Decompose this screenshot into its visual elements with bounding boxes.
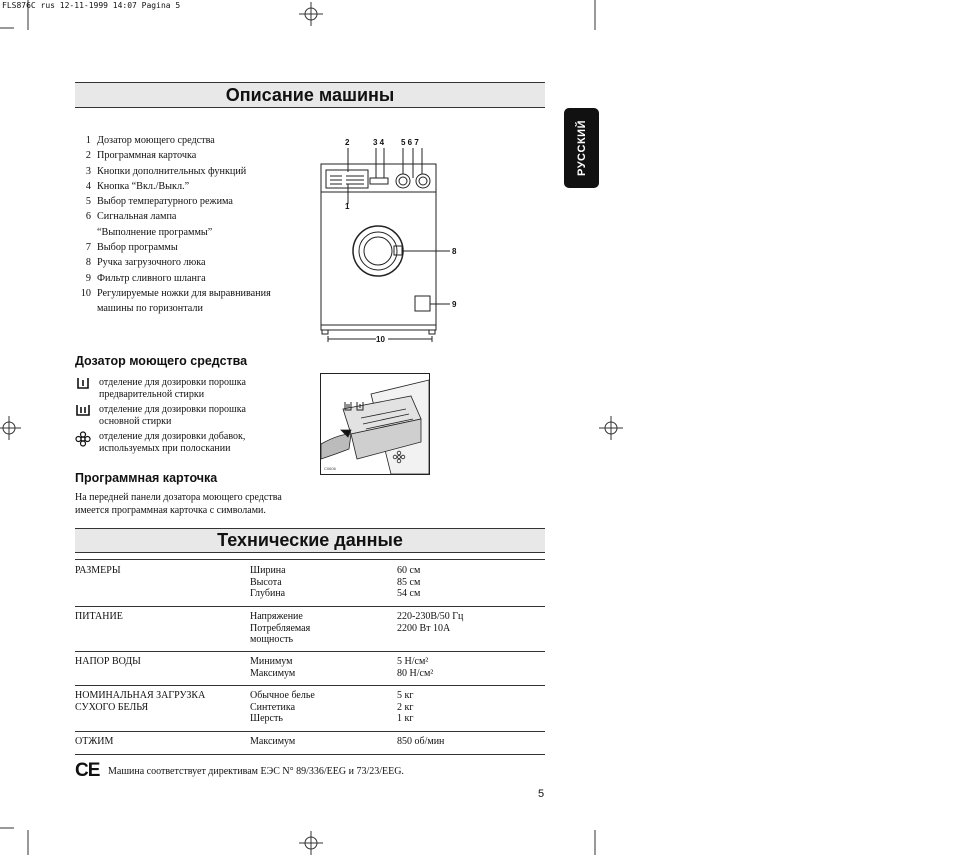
diagram-label-9: 9 [452,300,457,309]
spec-name-line: СУХОГО БЕЛЬЯ [75,701,149,713]
table-row-rule [75,606,545,607]
part-list-item [75,255,315,270]
spec-params-line: Глубина [250,588,286,599]
part-list-item [75,194,315,209]
part-number: 8 [85,257,91,269]
language-tab [564,108,599,188]
table-row-rule [75,651,545,652]
spec-params-line: Шерсть [250,713,283,724]
spec-name-line: ПИТАНИЕ [75,611,123,622]
table-top-rule [75,559,545,560]
part-label: Сигнальная лампа [97,211,177,223]
spec-params-line: мощность [250,634,293,645]
diagram-label-5-6-7: 5 6 7 [401,138,419,147]
part-list-item [75,225,315,240]
spec-params-line: Максимум [250,667,296,679]
spec-name [75,565,121,577]
part-list-item [75,133,315,148]
spec-params [250,611,310,646]
spec-name [75,611,123,623]
part-number: 4 [85,180,91,192]
spec-values-line: 80 Н/см² [397,667,434,679]
dispenser-item-prewash: отделение для дозировки порошка предварительной стирки [75,377,315,401]
mainwash-compartment-icon [75,404,91,418]
part-label: Фильтр сливного шланга [97,272,206,284]
language-tab-label: РУССКИЙ [575,120,588,176]
part-number: 3 [85,165,91,177]
part-number: 7 [85,242,91,254]
part-label: Выбор температурного режима [97,196,233,208]
section-title-machine-description: Описание машины [75,82,545,108]
part-label: Выбор программы [97,242,178,254]
part-list-item [75,209,315,224]
spec-values [397,611,463,646]
spec-values-line: 850 об/мин [397,736,445,747]
spec-params-line: Синтетика [250,701,296,713]
spec-name [75,690,205,713]
parts-list [75,133,315,317]
part-list-item [75,271,315,286]
spec-row [75,565,545,600]
part-list-item [75,148,315,163]
spec-values-line: 2 кг [397,701,414,713]
spec-name-line: НОМИНАЛЬНАЯ ЗАГРУЗКА [75,690,206,701]
spec-values-line: 220-230В/50 Гц [397,611,464,622]
dispenser-heading: Дозатор моющего средства [75,354,248,368]
spec-values-line: 1 кг [397,713,414,724]
spec-values-line: 5 Н/см² [397,656,429,667]
spec-values-line: 2200 Вт 10А [397,622,451,634]
dispenser-item-softener: отделение для дозировки добавок, используемых при полоскании [75,431,315,455]
diagram-label-3-4: 3 4 [373,138,385,147]
diagram-label-2: 2 [345,138,350,147]
part-list-item [75,286,315,301]
spec-name-line: НАПОР ВОДЫ [75,656,141,667]
spec-params-line: Обычное белье [250,690,315,701]
spec-params [250,690,315,725]
spec-params-line: Максимум [250,736,296,747]
spec-row [75,656,545,680]
diagram-label-1: 1 [345,202,350,211]
program-card-heading: Программная карточка [75,471,218,485]
spec-name [75,736,113,748]
spec-name-line: РАЗМЕРЫ [75,565,121,576]
table-row-rule [75,731,545,732]
part-number: 9 [85,272,91,284]
part-number: 1 [85,135,91,146]
part-list-item [75,240,315,255]
page-number: 5 [538,788,545,800]
photo-code: C0606 [324,466,336,471]
part-label: Кнопка “Вкл./Выкл.” [97,180,190,192]
part-number [75,301,97,316]
part-number: 5 [85,196,91,208]
part-number: 2 [85,150,91,162]
spec-params-line: Ширина [250,565,286,576]
part-label: Ручка загрузочного люка [97,257,206,269]
spec-values [397,656,433,679]
print-header: FLS876C rus 12-11-1999 14:07 Pagina 5 [2,1,181,10]
compliance-text: Машина соответствует директивам ЕЭС N° 89/336/EEG и 73/23/EEG. [108,766,404,777]
spec-row [75,736,545,748]
spec-values-line: 60 см [397,565,421,576]
machine-diagram [318,134,468,348]
part-list-item [75,164,315,179]
program-card-text: На передней панели дозатора моющего средства имеется программная карточка с символами. [75,492,282,516]
spec-row [75,690,545,726]
table-row-rule [75,685,545,686]
prewash-compartment-icon [75,377,91,391]
spec-values [397,736,444,748]
spec-values [397,565,420,600]
part-label: Программная карточка [97,150,197,162]
part-list-item [75,179,315,194]
spec-params [250,656,295,679]
ce-mark: CE [75,760,100,781]
spec-values-line [397,634,463,646]
part-number: 10 [80,287,91,299]
spec-row [75,611,545,647]
part-label: Кнопки дополнительных функций [97,165,247,177]
part-label: “Выполнение программы” [97,226,213,238]
flower-softener-icon [75,431,91,447]
spec-values-line: 54 см [397,588,421,599]
part-list-item [75,301,315,316]
part-label: машины по горизонтали [97,303,203,315]
diagram-label-8: 8 [452,247,457,256]
dispenser-item-mainwash: отделение для дозировки порошка основной стирки [75,404,315,428]
part-number [75,225,97,240]
spec-values [397,690,413,725]
part-label: Регулируемые ножки для выравнивания [97,287,271,299]
spec-params [250,565,286,600]
diagram-label-10: 10 [376,335,385,344]
spec-name [75,656,141,668]
spec-name-line: ОТЖИМ [75,736,114,747]
table-row-rule [75,754,545,755]
spec-params [250,736,295,748]
spec-params-line: Минимум [250,656,293,667]
part-label: Дозатор моющего средства [97,135,215,146]
spec-values-line: 85 см [397,576,421,588]
spec-params-line: Напряжение [250,611,303,622]
dispenser-photo [320,373,430,475]
spec-params-line: Потребляемая [250,622,311,634]
part-number: 6 [85,211,91,223]
spec-params-line: Высота [250,576,282,588]
spec-values-line: 5 кг [397,690,414,701]
section-title-technical-data: Технические данные [75,528,545,553]
